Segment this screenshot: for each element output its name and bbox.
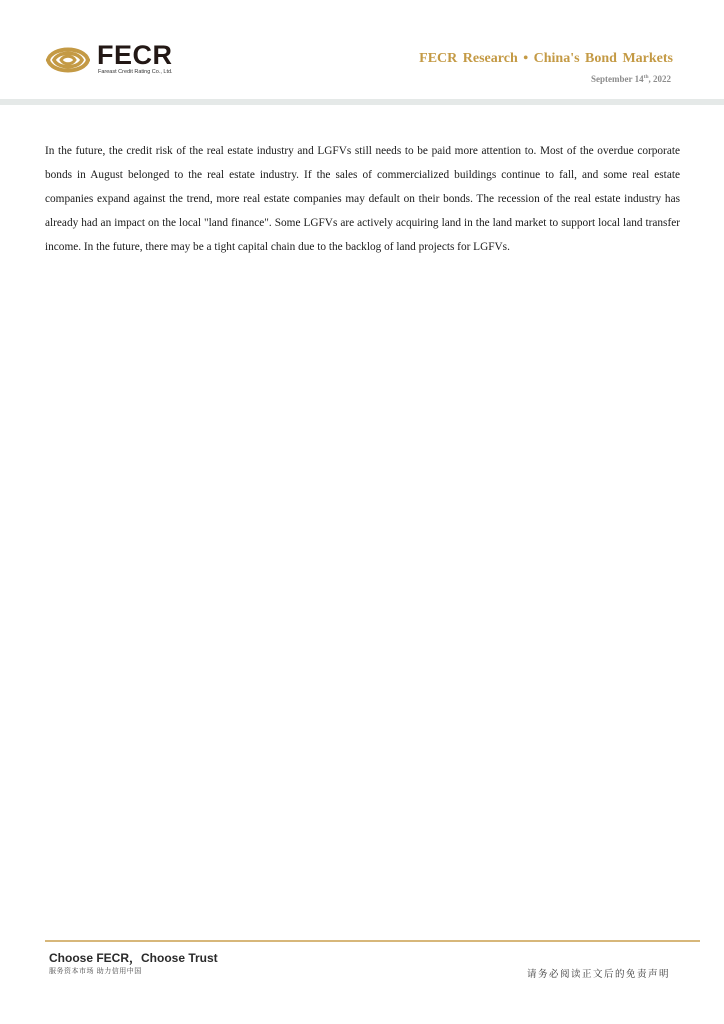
body-paragraph: In the future, the credit risk of the real estate industry and LGFVs still needs to be paid more attention to. Most of the overdue corporate bonds in August belonged to the real estate industry. If the sales of commercialized buildings continue to fall, and some real estate companies expand against the trend, more real estate companies may default on their bonds. The recession of the real estate industry has already had an impact on the local "land finance". Some LGFVs are actively acquiring land in the land market to support local land transfer income. In the future, there may be a tight capital chain due to the backlog of land projects for LGFVs. (45, 145, 680, 253)
footer-slogan-chinese: 服务资本市场 助力信用中国 (49, 967, 142, 975)
report-date-day: September 14 (591, 74, 644, 84)
footer-slogan: Choose FECR，Choose Trust (49, 951, 218, 965)
logo-wordmark: FECR (97, 40, 173, 70)
footer-divider (45, 940, 700, 942)
fecr-emblem-icon (44, 40, 92, 80)
report-date-suffix: th (643, 74, 649, 80)
report-date-year: , 2022 (648, 74, 671, 84)
report-series-title: FECR Research • China's Bond Markets (419, 51, 673, 66)
logo-company-name: Fareast Credit Rating Co., Ltd. (98, 69, 173, 75)
footer-disclaimer: 请务必阅读正文后的免责声明 (526, 969, 670, 980)
report-date (591, 74, 671, 84)
fecr-logo (44, 40, 194, 82)
header-divider-bar (0, 99, 724, 105)
